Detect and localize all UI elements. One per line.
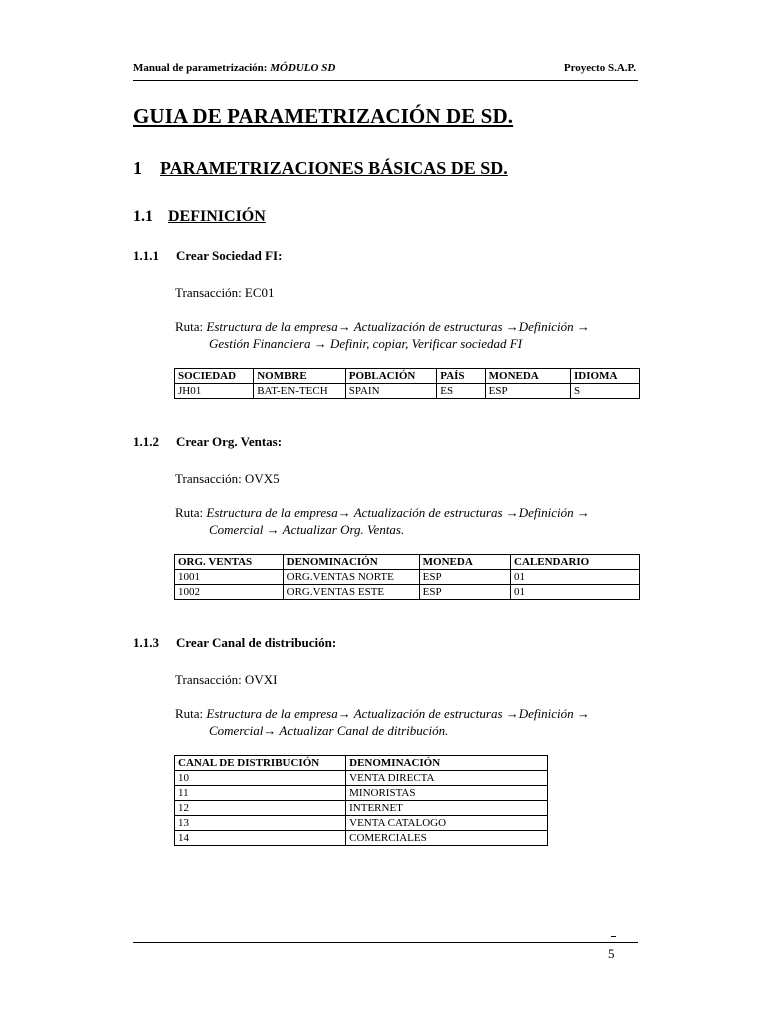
table-row xyxy=(175,831,548,846)
header-rule xyxy=(133,80,638,81)
footer-tick xyxy=(611,936,616,937)
table-cell: ESP xyxy=(419,570,510,585)
section-number: 1.1.2 xyxy=(133,434,159,449)
section-1-heading xyxy=(133,158,508,179)
table-row xyxy=(175,816,548,831)
transaction-text: Transacción: OVXI xyxy=(175,672,278,687)
table-row xyxy=(175,771,548,786)
table-cell: ES xyxy=(437,384,485,399)
table-cell: ESP xyxy=(485,384,570,399)
table-cell: 01 xyxy=(511,585,640,600)
table-cell: INTERNET xyxy=(346,801,548,816)
table-header-row xyxy=(175,756,548,771)
section-number: 1 xyxy=(133,158,142,178)
table-header-cell: IDIOMA xyxy=(571,369,640,384)
section-title: Crear Org. Ventas: xyxy=(176,434,283,449)
table-cell: ESP xyxy=(419,585,510,600)
header-prefix: Manual de parametrización: xyxy=(133,62,271,74)
table-header-cell: CANAL DE DISTRIBUCIÓN xyxy=(175,756,346,771)
table-header-cell: DENOMINACIÓN xyxy=(346,756,548,771)
table-row xyxy=(175,570,640,585)
header-project: Proyecto S.A.P. xyxy=(563,62,636,74)
table-cell: 1002 xyxy=(175,585,284,600)
table-cell: JH01 xyxy=(175,384,254,399)
table-row xyxy=(175,384,640,399)
section-number: 1.1.1 xyxy=(133,248,159,263)
table-cell: COMERCIALES xyxy=(346,831,548,846)
table-cell: VENTA DIRECTA xyxy=(346,771,548,786)
route-line-2: Gestión Financiera → Definir, copiar, Verificar sociedad FI xyxy=(209,336,523,351)
section-number: 1.1.3 xyxy=(133,635,159,650)
section-title: Crear Sociedad FI: xyxy=(176,248,283,263)
sociedad-table xyxy=(174,368,640,399)
route-text xyxy=(175,504,645,538)
table-cell: 01 xyxy=(511,570,640,585)
section-1-1-1-heading xyxy=(133,248,282,264)
section-1-1-2-heading xyxy=(133,434,282,450)
table-cell: SPAIN xyxy=(345,384,437,399)
transaction-text: Transacción: OVX5 xyxy=(175,471,280,486)
section-number: 1.1 xyxy=(133,208,153,225)
table-header-cell: POBLACIÓN xyxy=(345,369,437,384)
table-cell: S xyxy=(571,384,640,399)
route-text xyxy=(175,318,645,352)
table-cell: ORG.VENTAS ESTE xyxy=(283,585,419,600)
header-module: MÓDULO SD xyxy=(270,62,336,74)
route-line-1: Estructura de la empresa→ Actualización de estructuras →Definición → xyxy=(206,319,590,334)
table-row xyxy=(175,585,640,600)
route-line-1: Estructura de la empresa→ Actualización de estructuras →Definición → xyxy=(206,505,590,520)
table-header-cell: PAÍS xyxy=(437,369,485,384)
route-line-1: Estructura de la empresa→ Actualización de estructuras →Definición → xyxy=(206,706,590,721)
page-number: 5 xyxy=(608,946,615,961)
route-label: Ruta: xyxy=(175,319,207,334)
table-header-cell: DENOMINACIÓN xyxy=(283,555,419,570)
section-title: PARAMETRIZACIONES BÁSICAS DE SD. xyxy=(160,158,508,178)
table-header-cell: SOCIEDAD xyxy=(175,369,254,384)
route-line-2: Comercial → Actualizar Org. Ventas. xyxy=(209,522,405,537)
table-cell: 10 xyxy=(175,771,346,786)
route-text xyxy=(175,705,645,739)
table-cell: 14 xyxy=(175,831,346,846)
table-cell: 12 xyxy=(175,801,346,816)
table-header-row xyxy=(175,369,640,384)
table-header-cell: MONEDA xyxy=(419,555,510,570)
table-header-cell: CALENDARIO xyxy=(511,555,640,570)
table-row xyxy=(175,801,548,816)
document-title: GUIA DE PARAMETRIZACIÓN DE SD. xyxy=(133,104,514,128)
section-title: DEFINICIÓN xyxy=(168,208,266,225)
table-cell: 1001 xyxy=(175,570,284,585)
section-1-1-3-heading xyxy=(133,635,336,651)
footer-rule xyxy=(133,942,638,943)
table-row xyxy=(175,786,548,801)
table-cell: MINORISTAS xyxy=(346,786,548,801)
table-header-cell: MONEDA xyxy=(485,369,570,384)
table-header-cell: NOMBRE xyxy=(254,369,346,384)
route-label: Ruta: xyxy=(175,706,207,721)
header-title xyxy=(133,62,335,74)
transaction-text: Transacción: EC01 xyxy=(175,285,275,300)
org-ventas-table xyxy=(174,554,640,600)
section-title: Crear Canal de distribución: xyxy=(176,635,337,650)
canal-distribucion-table xyxy=(174,755,548,846)
table-cell: BAT-EN-TECH xyxy=(254,384,346,399)
table-cell: VENTA CATALOGO xyxy=(346,816,548,831)
table-header-cell: ORG. VENTAS xyxy=(175,555,284,570)
route-line-2: Comercial→ Actualizar Canal de ditribución. xyxy=(209,723,449,738)
table-cell: 13 xyxy=(175,816,346,831)
table-cell: ORG.VENTAS NORTE xyxy=(283,570,419,585)
route-label: Ruta: xyxy=(175,505,207,520)
table-cell: 11 xyxy=(175,786,346,801)
section-1-1-heading xyxy=(133,208,266,226)
table-header-row xyxy=(175,555,640,570)
